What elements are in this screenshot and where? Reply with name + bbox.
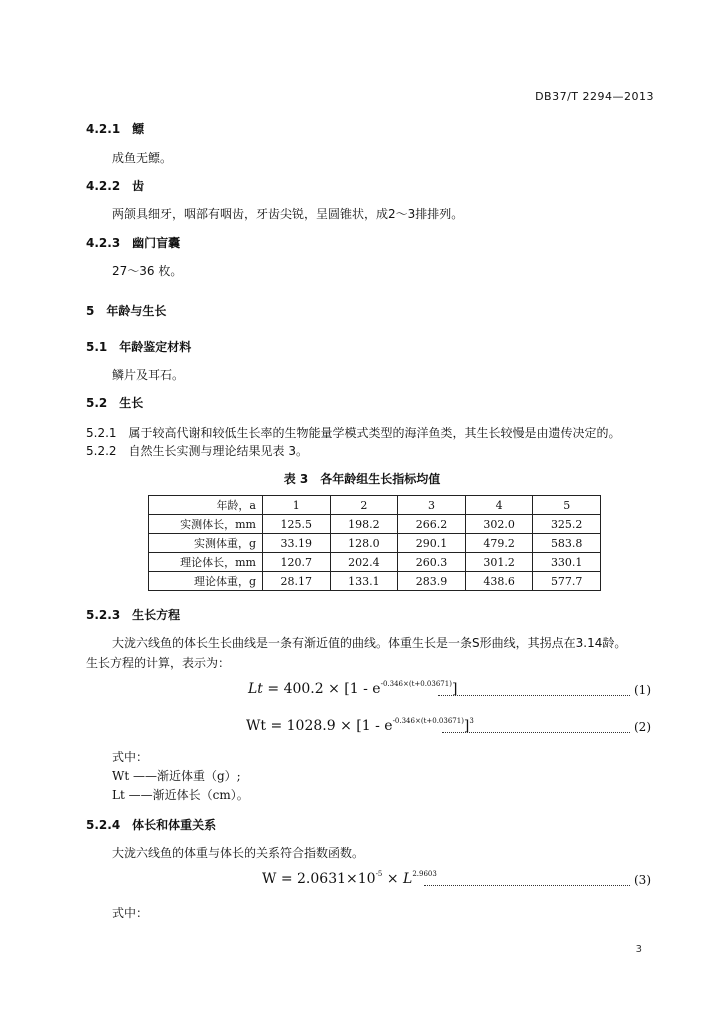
table-header-cell: 2 [330, 496, 398, 515]
table-cell: 479.2 [465, 534, 533, 553]
table-header-row [149, 496, 601, 515]
heading-4-2-3: 4.2.3 幽门盲囊 [86, 236, 181, 250]
paragraph-age-material: 鳞片及耳石。 [112, 368, 185, 382]
table-caption: 表 3 各年龄组生长指标均值 [283, 472, 441, 486]
definition-lt: Lt ——渐近体长（cm）。 [112, 788, 249, 802]
table-row [149, 515, 601, 534]
where-label-2: 式中： [112, 906, 149, 920]
table-cell: 266.2 [398, 515, 466, 534]
table-cell: 290.1 [398, 534, 466, 553]
equation-2-close: ] [463, 718, 470, 734]
equation-1-body: = 400.2 × [1 - e [262, 681, 381, 697]
heading-4-2-1: 4.2.1 鳔 [86, 122, 145, 136]
equation-2-power: 3 [469, 717, 474, 725]
heading-5-2-3: 5.2.3 生长方程 [86, 608, 181, 622]
table-row [149, 534, 601, 553]
equation-1-leader-dots [438, 695, 630, 696]
table-cell: 120.7 [263, 553, 331, 572]
paragraph-swim-bladder: 成鱼无鳔。 [112, 151, 173, 165]
page-number: 3 [635, 944, 642, 955]
equation-3-body: = 2.0631×10 [276, 871, 376, 887]
equation-1-lhs: Lt [248, 681, 263, 697]
table-cell: 283.9 [398, 572, 466, 591]
table-cell: 理论体长，mm [149, 553, 263, 572]
table-cell: 28.17 [263, 572, 331, 591]
paragraph-length-weight: 大泷六线鱼的体重与体长的关系符合指数函数。 [112, 846, 365, 860]
definition-wt: Wt ——渐近体重（g）; [112, 769, 241, 783]
paragraph-teeth: 两颌具细牙，咽部有咽齿，牙齿尖锐，呈圆锥状，成2～3排排列。 [112, 207, 464, 221]
table-cell: 125.5 [263, 515, 331, 534]
where-label-1: 式中： [112, 750, 149, 764]
table-cell: 133.1 [330, 572, 398, 591]
table-header-cell: 3 [398, 496, 466, 515]
table-cell: 438.6 [465, 572, 533, 591]
paragraph-growth-equation-intro: 生长方程的计算，表示为： [86, 656, 231, 670]
document-code: DB37/T 2294—2013 [535, 90, 654, 103]
equation-3 [262, 870, 437, 887]
table-cell: 实测体长，mm [149, 515, 263, 534]
table-cell: 260.3 [398, 553, 466, 572]
equation-3-leader-dots [424, 885, 630, 886]
table-cell: 330.1 [533, 553, 601, 572]
equation-1-exponent: -0.346×(t+0.03671) [380, 680, 452, 688]
table-row [149, 553, 601, 572]
table-header-cell: 1 [263, 496, 331, 515]
equation-2-lhs: Wt [246, 718, 267, 734]
table-cell: 实测体重，g [149, 534, 263, 553]
table-cell: 302.0 [465, 515, 533, 534]
equation-1-number: (1) [634, 683, 651, 697]
equation-3-body-2: × L [382, 871, 413, 887]
heading-5: 5 年龄与生长 [86, 304, 167, 318]
table-header-cell: 年龄，a [149, 496, 263, 515]
table-cell: 577.7 [533, 572, 601, 591]
equation-1-close: ] [451, 681, 458, 697]
equation-3-lhs: W [262, 871, 277, 887]
equation-2-number: (2) [634, 720, 651, 734]
equation-2-exponent: -0.346×(t+0.03671) [392, 717, 464, 725]
equation-1 [248, 680, 457, 697]
table-cell: 198.2 [330, 515, 398, 534]
heading-5-2: 5.2 生长 [86, 396, 144, 410]
table-cell: 583.8 [533, 534, 601, 553]
table-header-cell: 4 [465, 496, 533, 515]
table-cell: 理论体重，g [149, 572, 263, 591]
table-cell: 325.2 [533, 515, 601, 534]
growth-table [148, 495, 601, 591]
paragraph-pyloric-caeca: 27～36 枚。 [112, 264, 183, 278]
equation-3-exponent: -5 [375, 870, 383, 878]
paragraph-5-2-1: 5.2.1 属于较高代谢和较低生长率的生物能量学模式类型的海洋鱼类，其生长较慢是由遗传决定的。 [86, 426, 621, 440]
paragraph-5-2-2: 5.2.2 自然生长实测与理论结果见表 3。 [86, 444, 308, 458]
equation-2 [246, 717, 474, 734]
equation-2-leader-dots [442, 732, 630, 733]
heading-5-2-4: 5.2.4 体长和体重关系 [86, 818, 217, 832]
table-row [149, 572, 601, 591]
heading-5-1: 5.1 年龄鉴定材料 [86, 340, 192, 354]
table-cell: 128.0 [330, 534, 398, 553]
table-header-cell: 5 [533, 496, 601, 515]
equation-2-body: = 1028.9 × [1 - e [266, 718, 393, 734]
equation-3-exponent-2: 2.9603 [412, 870, 437, 878]
heading-4-2-2: 4.2.2 齿 [86, 179, 145, 193]
table-cell: 301.2 [465, 553, 533, 572]
equation-3-number: (3) [634, 873, 651, 887]
paragraph-growth-curve: 大泷六线鱼的体长生长曲线是一条有渐近值的曲线。体重生长是一条S形曲线，其拐点在3.14龄。 [112, 636, 627, 650]
table-cell: 33.19 [263, 534, 331, 553]
table-cell: 202.4 [330, 553, 398, 572]
